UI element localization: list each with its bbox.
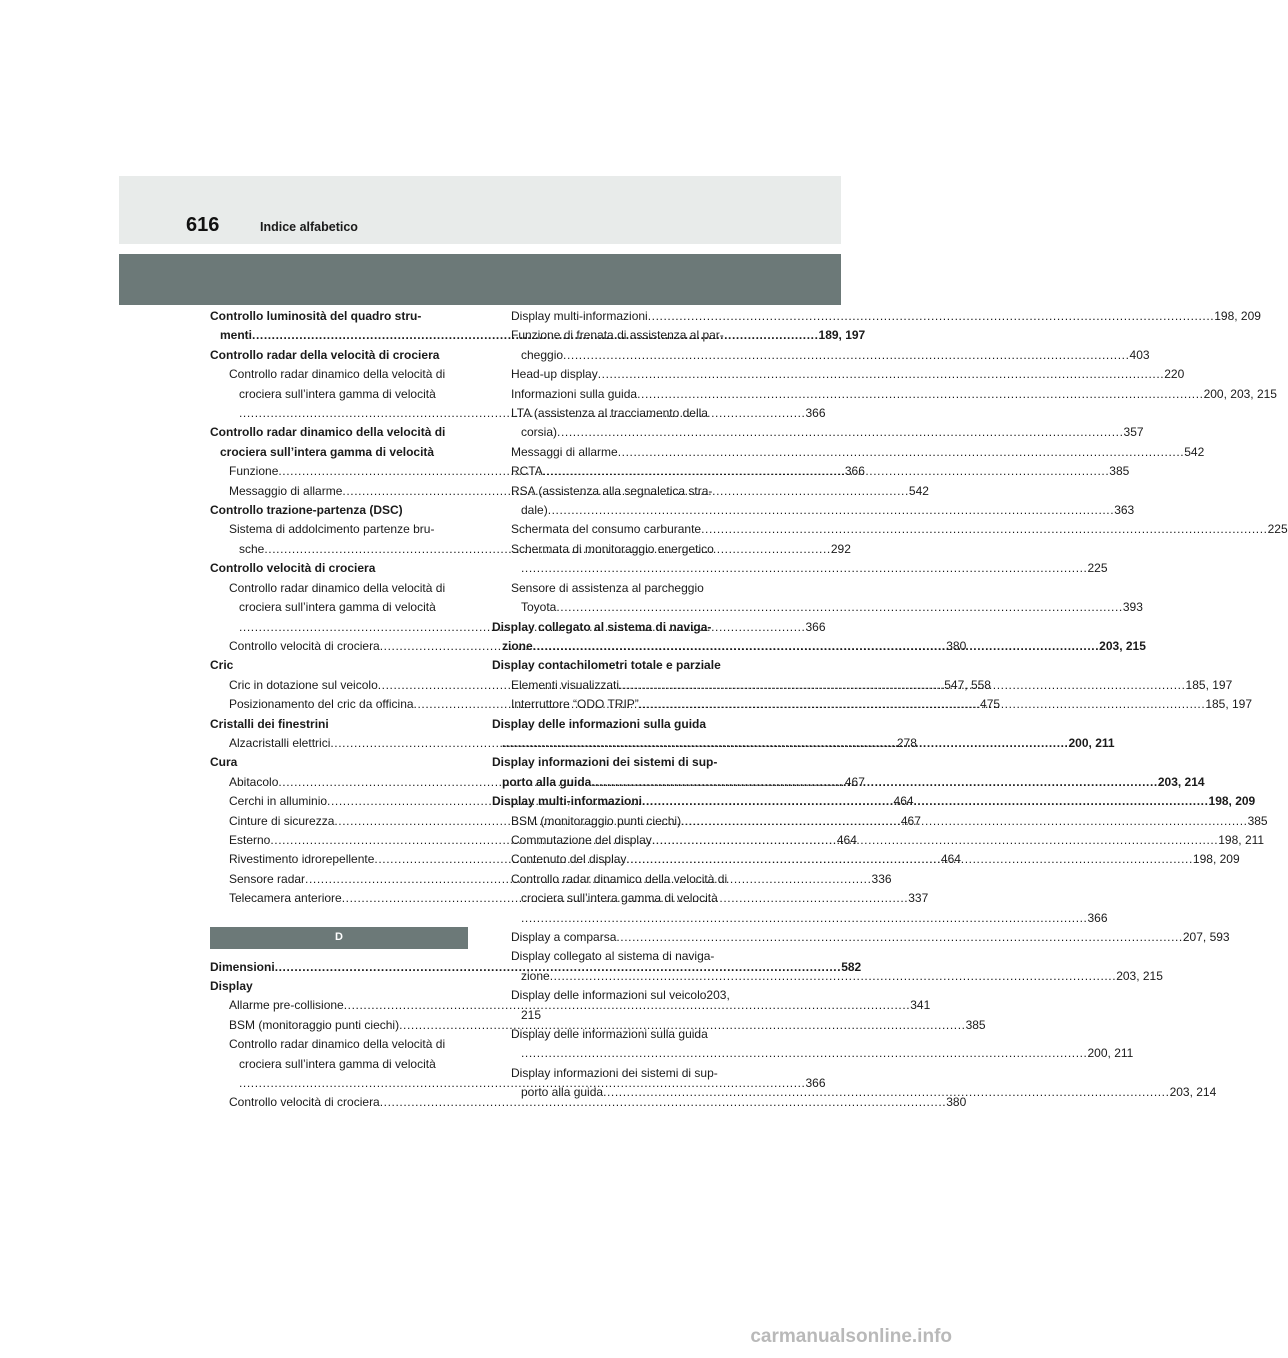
index-entry <box>210 423 465 442</box>
page-reference[interactable]: 189, 197 <box>818 328 866 343</box>
index-subentry <box>210 1093 967 1112</box>
entry-label: Display delle informazioni sulla guida <box>492 716 707 731</box>
entry-label: Posizionamento del cric da officina <box>229 697 414 712</box>
entry-label: Alzacristalli elettrici <box>229 735 331 750</box>
page-reference[interactable]: 385 <box>1247 813 1268 828</box>
page-reference[interactable]: 366 <box>805 619 826 634</box>
entry-label: Cerchi in alluminio <box>229 794 328 809</box>
entry-label: RCTA <box>511 464 543 479</box>
page-reference[interactable]: 198, 209 <box>1214 309 1261 323</box>
dot-leader <box>639 695 1206 714</box>
index-subentry <box>492 928 1230 947</box>
dot-leader <box>626 850 1193 869</box>
dot-leader <box>637 385 1204 404</box>
index-entry <box>210 346 465 365</box>
entry-label: RSA (assistenza alla segnaletica stra- <box>511 483 713 498</box>
page-reference[interactable]: 198, 209 <box>1208 794 1256 809</box>
page-reference[interactable]: 198, 211 <box>1218 832 1265 847</box>
entry-label: crociera sull’intera gamma di velocità <box>239 1056 436 1071</box>
index-subentry <box>492 540 747 559</box>
index-subentry <box>492 889 747 908</box>
dot-leader <box>603 1083 1170 1102</box>
dot-leader <box>521 909 1088 928</box>
index-subentry <box>210 365 465 384</box>
index-subentry <box>492 307 1261 326</box>
dot-leader <box>701 520 1268 539</box>
page-reference[interactable]: 337 <box>908 891 929 906</box>
page-reference[interactable]: 203, 215 <box>1116 968 1163 983</box>
index-entry <box>492 753 747 772</box>
entry-label: Cric <box>210 658 234 673</box>
index-subentry <box>492 326 747 345</box>
index-subentry <box>492 1025 747 1044</box>
entry-label: Controllo velocità di crociera <box>229 1095 380 1110</box>
index-letter-heading: D <box>210 927 468 949</box>
index-subentry <box>492 947 747 966</box>
page-reference[interactable]: 207, 593 <box>1182 930 1230 944</box>
entry-label: crociera sull’intera gamma di velocità <box>220 444 435 459</box>
page-reference[interactable]: 582 <box>841 959 862 974</box>
index-subentry <box>210 579 465 598</box>
watermark: carmanualsonline.info <box>750 1326 952 1347</box>
entry-label: Head-up display <box>511 367 598 382</box>
page-reference[interactable]: 203, 214 <box>1157 774 1205 789</box>
page-reference[interactable]: 357 <box>1123 425 1144 440</box>
dot-leader <box>548 501 1115 520</box>
index-entry <box>492 656 747 675</box>
entry-label: Controllo luminosità del quadro stru- <box>210 309 422 323</box>
header-band <box>119 176 841 244</box>
index-entry <box>210 656 465 675</box>
entry-label: BSM (monitoraggio punti ciechi) <box>229 1017 400 1032</box>
page-reference[interactable]: 464 <box>836 832 857 847</box>
entry-label: Abitacolo <box>229 774 279 789</box>
page-reference[interactable]: 464 <box>893 794 914 809</box>
entry-label: Esterno <box>229 832 271 847</box>
entry-label: Schermata del consumo carburante <box>511 522 702 537</box>
index-entry <box>210 715 465 734</box>
page-reference[interactable]: 467 <box>900 813 921 828</box>
page-reference[interactable]: 403 <box>1129 347 1150 362</box>
entry-label: Cura <box>210 755 238 770</box>
entry-label: Display a comparsa <box>511 930 617 944</box>
entry-label: Controllo velocità di crociera <box>210 561 376 576</box>
entry-label: Display informazioni dei sistemi di sup- <box>492 755 718 770</box>
index-subentry <box>492 423 1144 442</box>
index-subentry <box>492 1044 1134 1063</box>
index-subentry <box>492 443 1205 462</box>
index-subentry <box>210 520 465 539</box>
entry-label: Funzione di frenata di assistenza al par- <box>511 328 724 343</box>
entry-label: Controllo radar dinamico della velocità di <box>229 1037 446 1052</box>
entry-label: Sistema di addolcimento partenze bru- <box>229 522 435 537</box>
index-entry <box>210 501 465 520</box>
index-entry <box>492 618 747 637</box>
entry-label: Controllo radar dinamico della velocità di <box>511 871 728 886</box>
page-reference[interactable]: 393 <box>1122 600 1143 615</box>
dot-leader <box>652 831 1219 850</box>
entry-label: porto alla guida <box>502 774 592 789</box>
dot-leader <box>681 812 1248 831</box>
index-entry <box>210 559 465 578</box>
page-reference[interactable]: 547, 558 <box>944 677 991 692</box>
page-reference[interactable]: 467 <box>844 774 865 789</box>
index-subentry <box>492 346 1150 365</box>
index-subentry <box>492 967 1163 986</box>
page-reference[interactable]: 341 <box>910 998 931 1013</box>
page-reference[interactable]: 198, 209 <box>1192 852 1240 867</box>
page-reference[interactable]: 336 <box>871 871 892 886</box>
index-subentry <box>492 365 1185 384</box>
dot-leader <box>533 637 1100 656</box>
page-reference[interactable]: 542 <box>908 483 929 498</box>
page-reference[interactable]: 292 <box>830 541 851 556</box>
entry-label: Messaggi di allarme <box>511 444 618 459</box>
dot-leader <box>521 559 1088 578</box>
page-reference[interactable]: 200, 203, 215 <box>1203 386 1277 401</box>
entry-label: Informazioni sulla guida <box>511 386 638 401</box>
dot-leader <box>550 967 1117 986</box>
index-subentry <box>492 986 747 1005</box>
page-reference[interactable]: 475 <box>980 697 1001 712</box>
entry-label: crociera sull’intera gamma di velocità <box>239 386 436 401</box>
page-reference[interactable]: 225 <box>1267 522 1288 537</box>
entry-label: Funzione <box>229 464 279 479</box>
entry-label: Telecamera anteriore <box>229 891 342 906</box>
entry-label: Cristalli dei finestrini <box>210 716 329 731</box>
entry-label: Display collegato al sistema di naviga- <box>492 619 712 634</box>
entry-label: sche <box>239 541 265 556</box>
dot-leader <box>619 676 1186 695</box>
entry-label: Schermata di monitoraggio energetico <box>511 541 714 556</box>
entry-label: Display multi-informazioni <box>492 794 643 809</box>
page-reference[interactable]: 363 <box>1114 503 1135 518</box>
entry-label: Dimensioni <box>210 959 275 974</box>
section-band <box>119 254 841 305</box>
entry-label: 215 <box>521 1007 542 1022</box>
index-subentry <box>492 520 1288 539</box>
index-subentry <box>492 870 747 889</box>
entry-label: Display informazioni dei sistemi di sup- <box>511 1065 718 1080</box>
page-reference[interactable]: 366 <box>805 1076 826 1091</box>
page-reference[interactable]: 464 <box>940 852 961 867</box>
index-subentry <box>492 598 1143 617</box>
page-reference[interactable]: 225 <box>1087 561 1108 576</box>
index-subentry <box>210 598 465 617</box>
page-reference[interactable]: 278 <box>896 735 917 750</box>
index-subentry <box>210 1035 465 1054</box>
page-number: 616 <box>186 214 220 236</box>
section-title: Indice alfabetico <box>260 220 358 234</box>
entry-label: Display <box>210 979 253 993</box>
entry-label: porto alla guida <box>521 1085 604 1100</box>
entry-label: menti <box>220 328 253 343</box>
dot-leader <box>642 792 1209 811</box>
entry-label: Controllo trazione-partenza (DSC) <box>210 503 403 518</box>
page-reference[interactable]: 380 <box>946 638 967 653</box>
entry-label: Controllo radar della velocità di crociera <box>210 347 440 362</box>
page-reference[interactable]: 185, 197 <box>1205 697 1253 712</box>
entry-label: Commutazione del display <box>511 832 652 847</box>
entry-label: cheggio <box>521 347 564 362</box>
dot-leader <box>648 307 1215 326</box>
entry-label: zione <box>521 968 550 983</box>
page-reference[interactable]: 185, 197 <box>1185 677 1233 692</box>
index-subentry <box>492 579 747 598</box>
entry-label: dale) <box>521 503 548 518</box>
entry-label: Cinture di sicurezza <box>229 813 335 828</box>
entry-label: Sensore radar <box>229 871 306 886</box>
index-entry <box>210 443 465 462</box>
index-subentry <box>210 1055 465 1074</box>
index-subentry <box>492 501 1135 520</box>
index-subentry <box>492 404 747 423</box>
page-reference[interactable]: 200, 211 <box>1068 735 1115 750</box>
entry-label: Interruttore “ODO TRIP” <box>511 697 639 712</box>
entry-label: Display collegato al sistema di naviga- <box>511 949 715 964</box>
index-entry <box>492 715 747 734</box>
index-entry <box>210 977 465 996</box>
entry-label: Rivestimento idrorepellente <box>229 852 375 867</box>
entry-label: Display contachilometri totale e parziale <box>492 658 721 673</box>
entry-label: LTA (assistenza al tracciamento della <box>511 406 708 421</box>
entry-label: crociera sull’intera gamma di velocità <box>239 600 436 615</box>
entry-label: Sensore di assistenza al parcheggio <box>511 580 704 595</box>
page-reference[interactable]: 380 <box>946 1095 967 1110</box>
dot-leader <box>556 598 1123 617</box>
entry-label: corsia) <box>521 425 558 440</box>
entry-label: Controllo radar dinamico della velocità di <box>229 367 446 382</box>
dot-leader <box>618 443 1185 462</box>
page-reference[interactable]: 366 <box>1087 910 1108 925</box>
entry-label: Toyota <box>521 600 557 615</box>
page-reference[interactable]: 203, 214 <box>1169 1085 1217 1100</box>
entry-label: Allarme pre-collisione <box>229 998 344 1013</box>
dot-leader <box>521 1044 1088 1063</box>
index-subentry <box>210 734 917 753</box>
index-subentry <box>492 559 1108 578</box>
page-reference[interactable]: 542 <box>1184 444 1205 459</box>
index-subentry <box>210 385 465 404</box>
index-subentry <box>492 1064 747 1083</box>
entry-label: Contenuto del display <box>511 852 627 867</box>
dot-leader <box>598 365 1165 384</box>
page-reference[interactable]: 366 <box>844 464 865 479</box>
index-entry <box>210 753 465 772</box>
dot-leader <box>563 346 1130 365</box>
dot-leader <box>591 773 1158 792</box>
index-entry <box>210 307 465 326</box>
index-subentry <box>492 385 1277 404</box>
entry-label: Messaggio di allarme <box>229 483 343 498</box>
index-subentry <box>492 482 747 501</box>
page-reference[interactable]: 385 <box>1109 464 1130 479</box>
dot-leader <box>616 928 1183 947</box>
dot-leader <box>543 462 1110 481</box>
page-reference[interactable]: 366 <box>805 406 826 421</box>
page-reference[interactable]: 220 <box>1164 367 1185 382</box>
page-reference[interactable]: 385 <box>965 1017 986 1032</box>
entry-label: Elementi visualizzati <box>511 677 620 692</box>
index-subentry <box>492 1006 747 1025</box>
entry-label: Controllo velocità di crociera <box>229 638 380 653</box>
page-reference[interactable]: 200, 211 <box>1087 1046 1134 1061</box>
entry-label: Cric in dotazione sul veicolo <box>229 677 378 692</box>
entry-label: Display delle informazioni sul veicolo203, <box>511 988 730 1003</box>
page-reference[interactable]: 203, 215 <box>1099 638 1146 653</box>
entry-label: BSM (monitoraggio punti ciechi) <box>511 813 682 828</box>
entry-label: Display delle informazioni sulla guida <box>511 1027 708 1042</box>
entry-label: zione <box>502 638 533 653</box>
index-subentry <box>492 909 1108 928</box>
dot-leader <box>502 734 1069 753</box>
entry-label: Controllo radar dinamico della velocità di <box>210 425 446 440</box>
entry-label: crociera sull’intera gamma di velocità <box>521 891 718 906</box>
dot-leader <box>557 423 1124 442</box>
entry-label: Controllo radar dinamico della velocità di <box>229 580 446 595</box>
entry-label: Display multi-informazioni <box>511 309 648 323</box>
